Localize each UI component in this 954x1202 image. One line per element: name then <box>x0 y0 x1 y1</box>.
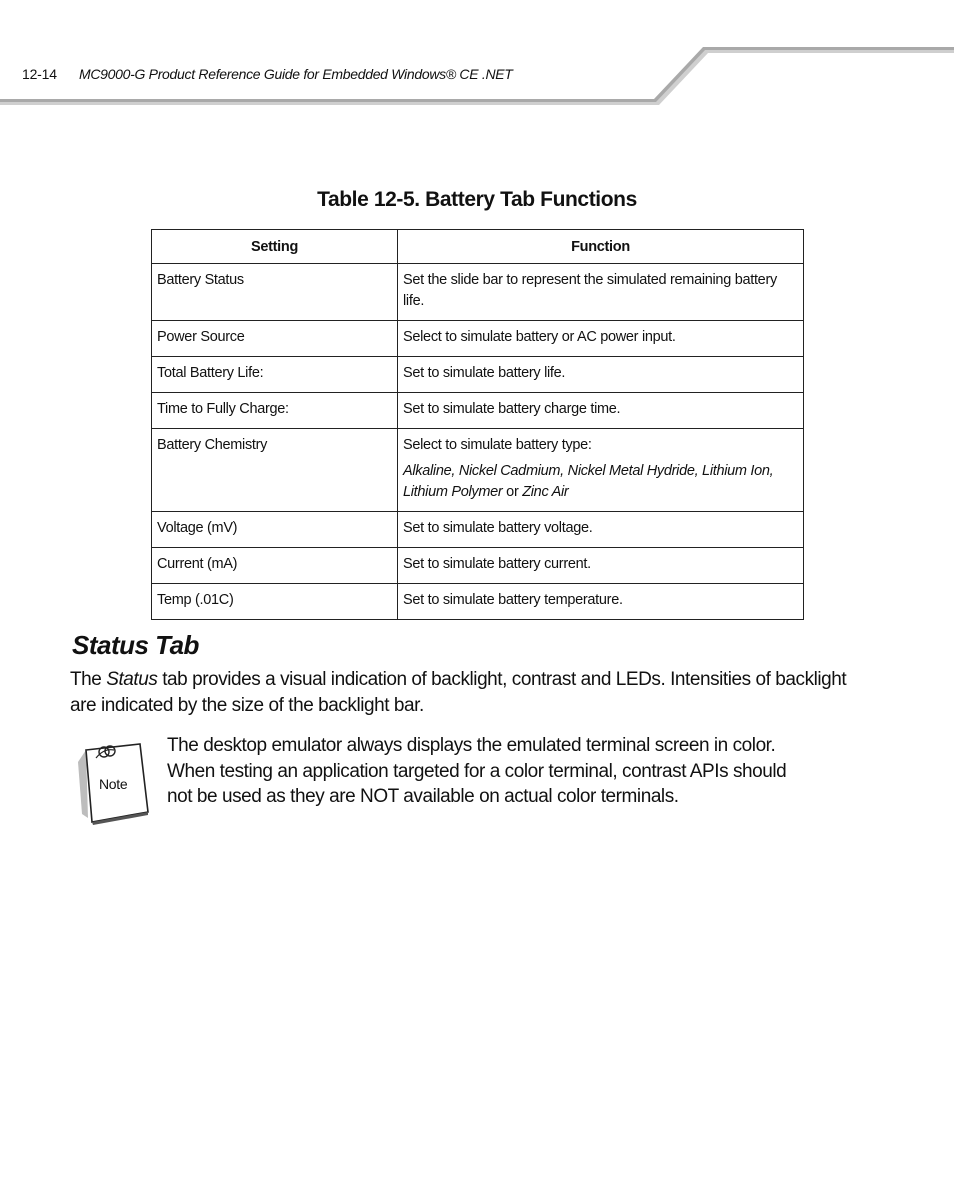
function-cell: Set to simulate battery charge time. <box>398 393 804 429</box>
setting-cell: Time to Fully Charge: <box>152 393 398 429</box>
intro-before: The <box>70 669 107 690</box>
setting-cell: Power Source <box>152 321 398 357</box>
table-row <box>152 512 804 548</box>
function-cell: Set the slide bar to represent the simulated remaining battery life. <box>398 264 804 321</box>
intro-after: tab provides a visual indication of backlight, contrast and LEDs. Intensities of backlight are indicated by the size of the backlight bar. <box>70 669 847 716</box>
table-row <box>152 321 804 357</box>
setting-cell: Battery Status <box>152 264 398 321</box>
setting-cell: Voltage (mV) <box>152 512 398 548</box>
table-row <box>152 357 804 393</box>
header-rule <box>0 0 954 110</box>
section-intro <box>70 667 860 719</box>
function-cell: Set to simulate battery temperature. <box>398 584 804 620</box>
table-row <box>152 393 804 429</box>
battery-types-joiner: or <box>502 484 523 500</box>
table-row <box>152 264 804 321</box>
setting-cell: Battery Chemistry <box>152 429 398 512</box>
table-row <box>152 584 804 620</box>
column-header-setting: Setting <box>152 230 398 264</box>
function-text: Select to simulate battery type: <box>403 437 592 453</box>
setting-cell: Current (mA) <box>152 548 398 584</box>
section-title: Status Tab <box>72 630 199 660</box>
table-row <box>152 429 804 512</box>
function-cell: Select to simulate battery or AC power input. <box>398 321 804 357</box>
column-header-function: Function <box>398 230 804 264</box>
setting-cell: Temp (.01C) <box>152 584 398 620</box>
function-cell: Set to simulate battery life. <box>398 357 804 393</box>
battery-types <box>403 461 798 503</box>
battery-types-last: Zinc Air <box>522 484 569 500</box>
note-text: The desktop emulator always displays the emulated terminal screen in color. When testing an application targeted for a color terminal, contrast APIs should not be used as they are NOT available on actual color terminals. <box>167 735 787 807</box>
note-label: Note <box>99 776 128 792</box>
setting-cell: Total Battery Life: <box>152 357 398 393</box>
function-cell: Set to simulate battery voltage. <box>398 512 804 548</box>
document-title: MC9000-G Product Reference Guide for Embedded Windows® CE .NET <box>79 66 513 82</box>
intro-italic: Status <box>106 669 158 690</box>
table-caption: Table 12-5. Battery Tab Functions <box>317 188 637 211</box>
function-cell <box>398 429 804 512</box>
table-row <box>152 548 804 584</box>
battery-types-italic: Alkaline, Nickel Cadmium, Nickel Metal Hydride, Lithium Ion, Lithium Polymer <box>403 463 774 500</box>
table-header-row <box>152 230 804 264</box>
battery-functions-table <box>151 229 804 620</box>
function-cell: Set to simulate battery current. <box>398 548 804 584</box>
page-number: 12-14 <box>22 66 57 82</box>
